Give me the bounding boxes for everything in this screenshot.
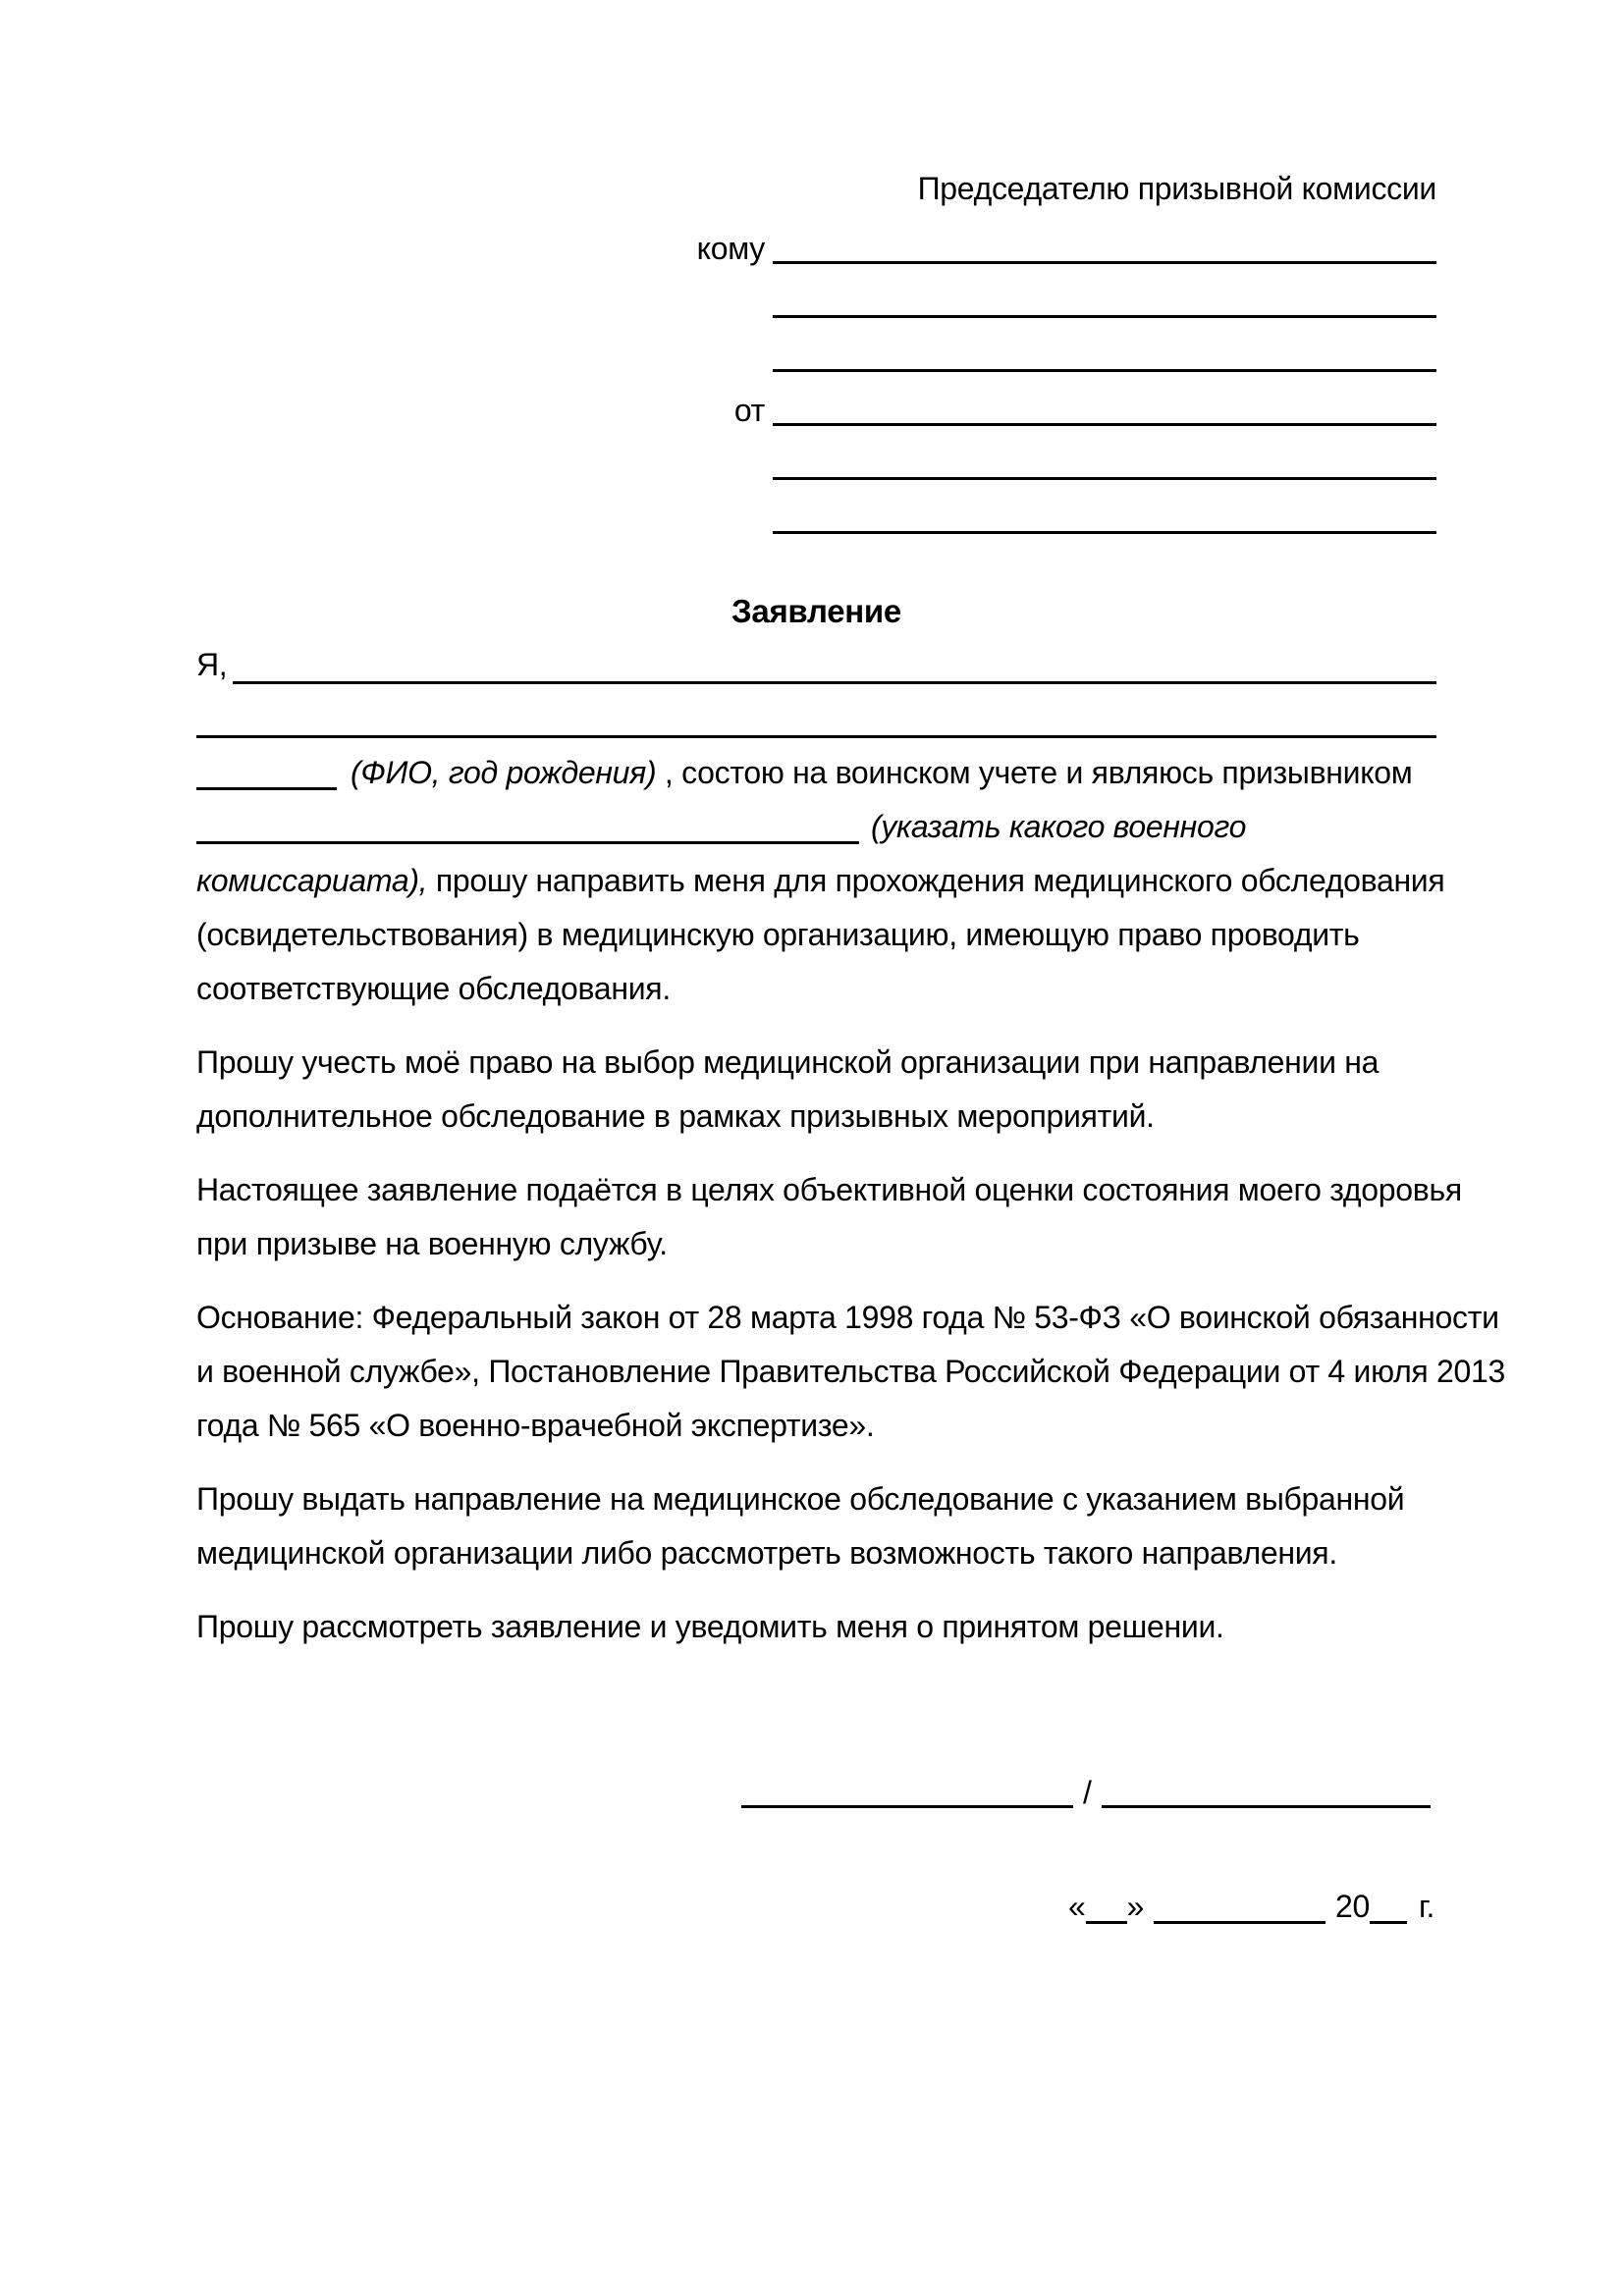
applicant-line [196, 638, 1436, 692]
sender-blank-line-2 [773, 432, 1436, 480]
paragraph-line: медицинской организации либо рассмотреть возможность такого направления. [196, 1535, 1337, 1571]
paragraph-purpose [196, 1163, 1462, 1271]
paragraph-line: при призыве на военную службу. [196, 1226, 668, 1261]
paragraph-choice-right [196, 1036, 1436, 1144]
recipient-row [696, 216, 1436, 270]
date-year-blank [1370, 1921, 1407, 1924]
open-quote: « [1068, 1889, 1086, 1924]
ukazat-note: (указать какого военного [871, 809, 1247, 844]
applicant-name-blank-line-2 [196, 692, 1436, 738]
commissariat-line [196, 800, 1436, 854]
sender-row-continuation [696, 486, 1436, 540]
addressee-block [196, 216, 1436, 540]
date-day-blank [1086, 1921, 1127, 1924]
year-suffix-text: г. [1419, 1889, 1435, 1924]
addressee-title: Председателю призывной комиссии [917, 171, 1436, 206]
date-row [1068, 1880, 1436, 1934]
date-century-text: 20 [1335, 1889, 1370, 1924]
recipient-row-continuation [696, 270, 1436, 324]
military-commissariat-blank-line [196, 841, 859, 844]
sender-blank-line-3 [773, 486, 1436, 534]
document-title: Заявление [731, 593, 901, 629]
request-text: прошу направить меня для прохождения медицинского обследования [427, 863, 1445, 898]
paragraph-line: Прошу учесть моё право на выбор медицинской организации при направлении на [196, 1044, 1380, 1080]
signature-separator: / [1083, 1775, 1092, 1810]
applicant-name-blank-line [233, 638, 1436, 684]
fullname-blank-line [1102, 1762, 1431, 1808]
fio-rest-text: , состою на воинском учете и являюсь призывником [656, 755, 1413, 790]
fio-note: (ФИО, год рождения) [351, 755, 657, 790]
paragraph-referral-request [196, 1472, 1436, 1580]
date-month-blank [1154, 1921, 1325, 1924]
applicant-line-continuation [196, 692, 1436, 746]
to-label: кому [696, 231, 765, 266]
fio-blank-line [196, 787, 337, 790]
paragraph-line: и военной службе», Постановление Правительства Российской Федерации от 4 июля 2013 [196, 1354, 1506, 1389]
fio-note-line [196, 746, 1436, 800]
close-quote: » [1126, 1889, 1144, 1924]
paragraph-main [196, 638, 1445, 1016]
sender-row [696, 378, 1436, 432]
recipient-blank-line-1 [773, 216, 1436, 264]
paragraph-main-line-7: соответствующие обследования. [196, 971, 671, 1006]
paragraph-legal-basis [196, 1291, 1506, 1453]
recipient-row-continuation [696, 324, 1436, 378]
commissariat-line-continuation [196, 854, 1445, 908]
signature-row [741, 1762, 1436, 1816]
paragraph-main-line-6: (освидетельствования) в медицинскую организацию, имеющую право проводить [196, 917, 1360, 952]
paragraph-line: Основание: Федеральный закон от 28 марта 1998 года № 53-ФЗ «О воинской обязанности [196, 1300, 1499, 1335]
sender-row-continuation [696, 432, 1436, 486]
paragraph-line: Прошу рассмотреть заявление и уведомить меня о принятом решении. [196, 1609, 1224, 1644]
paragraph-line: Настоящее заявление подаётся в целях объективной оценки состояния моего здоровья [196, 1172, 1462, 1207]
paragraph-line: года № 565 «О военно-врачебной экспертизе». [196, 1408, 875, 1443]
paragraph-line: Прошу выдать направление на медицинское обследование с указанием выбранной [196, 1481, 1405, 1517]
komissariata-note: комиссариата), [196, 863, 428, 898]
recipient-blank-line-2 [773, 270, 1436, 318]
from-label: от [733, 393, 765, 428]
paragraph-notify-request [196, 1600, 1436, 1654]
signature-blank-line [741, 1762, 1073, 1808]
sender-blank-line-1 [773, 378, 1436, 426]
ya-text: Я, [196, 647, 228, 682]
recipient-blank-line-3 [773, 324, 1436, 372]
paragraph-line: дополнительное обследование в рамках призывных мероприятий. [196, 1098, 1155, 1134]
